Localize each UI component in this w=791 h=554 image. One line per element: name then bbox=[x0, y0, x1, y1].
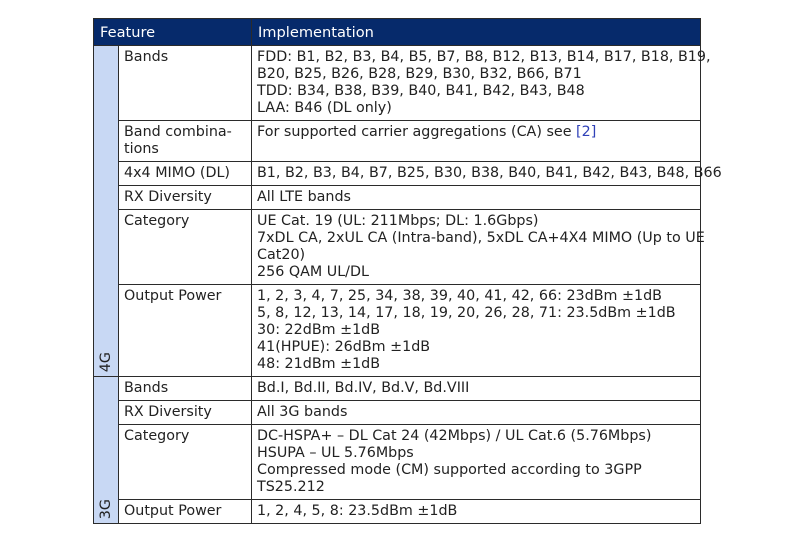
feature-cell: RX Diversity bbox=[119, 401, 252, 425]
table-header-row bbox=[94, 19, 701, 46]
implementation-cell: 1, 2, 4, 5, 8: 23.5dBm ±1dB bbox=[252, 500, 701, 524]
table-row bbox=[94, 401, 701, 425]
group-label-4g: 4G bbox=[94, 46, 119, 377]
feature-cell: Band combina- tions bbox=[119, 121, 252, 162]
table-row bbox=[94, 377, 701, 401]
feature-cell: Output Power bbox=[119, 500, 252, 524]
feature-cell: 4x4 MIMO (DL) bbox=[119, 162, 252, 186]
implementation-cell: DC-HSPA+ – DL Cat 24 (42Mbps) / UL Cat.6 (5.76Mbps) HSUPA – UL 5.76Mbps Compressed mode (CM) supported according to 3GPP TS25.212 bbox=[252, 425, 701, 500]
implementation-cell: UE Cat. 19 (UL: 211Mbps; DL: 1.6Gbps) 7xDL CA, 2xUL CA (Intra-band), 5xDL CA+4X4 MIMO (Up to UE Cat20) 256 QAM UL/DL bbox=[252, 210, 701, 285]
implementation-cell: All LTE bands bbox=[252, 186, 701, 210]
implementation-cell: 1, 2, 3, 4, 7, 25, 34, 38, 39, 40, 41, 42, 66: 23dBm ±1dB 5, 8, 12, 13, 14, 17, 18, 19, 20, 26, 28, 71: 23.5dBm ±1dB 30: 22dBm ±1dB 41(HPUE): 26dBm ±1dB 48: 21dBm ±1dB bbox=[252, 285, 701, 377]
feature-table bbox=[93, 18, 722, 524]
table-row bbox=[94, 210, 701, 285]
feature-cell: Bands bbox=[119, 46, 252, 121]
feature-cell: Bands bbox=[119, 377, 252, 401]
group-label-3g: 3G bbox=[94, 377, 119, 524]
implementation-cell: All 3G bands bbox=[252, 401, 701, 425]
table-row bbox=[94, 121, 701, 162]
feature-cell: Output Power bbox=[119, 285, 252, 377]
table-row bbox=[94, 500, 701, 524]
feature-cell: Category bbox=[119, 425, 252, 500]
implementation-cell: B1, B2, B3, B4, B7, B25, B30, B38, B40, B41, B42, B43, B48, B66 bbox=[252, 162, 701, 186]
header-implementation: Implementation bbox=[252, 19, 701, 46]
feature-cell: Category bbox=[119, 210, 252, 285]
table-row bbox=[94, 186, 701, 210]
reference-link[interactable]: [2] bbox=[576, 124, 597, 140]
table-row bbox=[94, 46, 701, 121]
implementation-cell: FDD: B1, B2, B3, B4, B5, B7, B8, B12, B13, B14, B17, B18, B19, B20, B25, B26, B28, B29, B30, B32, B66, B71 TDD: B34, B38, B39, B40, B41, B42, B43, B48 LAA: B46 (DL only) bbox=[252, 46, 701, 121]
implementation-cell: Bd.I, Bd.II, Bd.IV, Bd.V, Bd.VIII bbox=[252, 377, 701, 401]
table-row bbox=[94, 162, 701, 186]
header-feature: Feature bbox=[94, 19, 252, 46]
implementation-cell: For supported carrier aggregations (CA) see [2] bbox=[252, 121, 701, 162]
table-row bbox=[94, 285, 701, 377]
table-row bbox=[94, 425, 701, 500]
feature-cell: RX Diversity bbox=[119, 186, 252, 210]
